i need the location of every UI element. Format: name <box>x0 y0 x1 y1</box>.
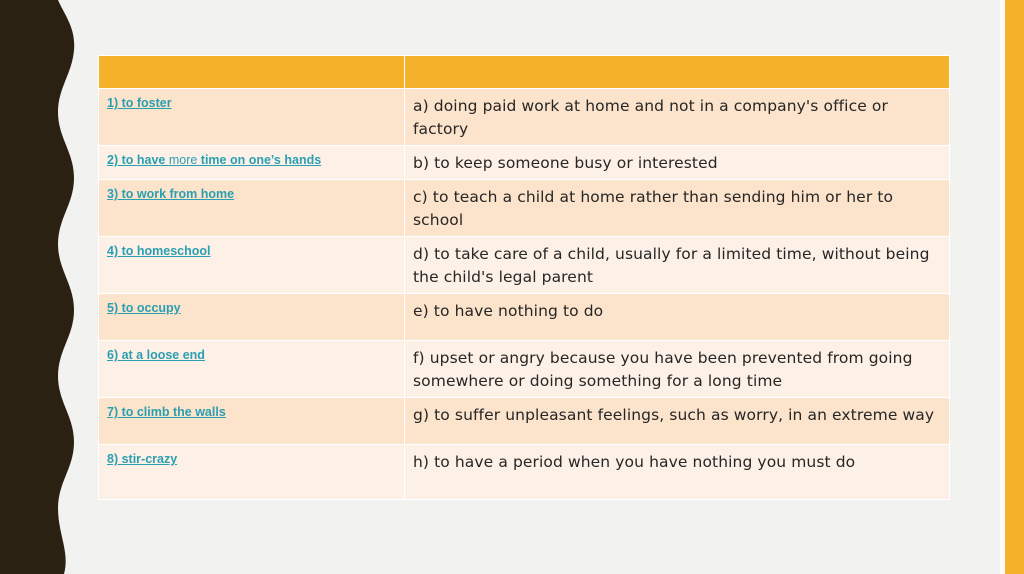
term-link[interactable]: 8) stir-crazy <box>107 452 178 466</box>
table-row <box>99 180 950 237</box>
header-cell-definitions <box>405 56 950 89</box>
table-row <box>99 398 950 445</box>
table-row <box>99 146 950 180</box>
table-row <box>99 341 950 398</box>
table-row <box>99 445 950 500</box>
term-link[interactable]: 1) to foster <box>107 96 172 110</box>
term-link-part: 2) to have <box>107 153 169 167</box>
definition-text: e) to have nothing to do <box>413 302 604 320</box>
definition-text: a) doing paid work at home and not in a company's office or factory <box>413 97 888 138</box>
table-row <box>99 294 950 341</box>
term-link[interactable]: 4) to homeschool <box>107 244 211 258</box>
definition-text: c) to teach a child at home rather than sending him or her to school <box>413 188 894 229</box>
term-link[interactable]: 5) to occupy <box>107 301 181 315</box>
header-cell-terms <box>99 56 405 89</box>
term-link[interactable]: 6) at a loose end <box>107 348 205 362</box>
term-link-part: time on one’s hands <box>197 153 322 167</box>
table-row <box>99 237 950 294</box>
definition-text: g) to suffer unpleasant feelings, such as worry, in an extreme way <box>413 406 935 424</box>
term-link[interactable]: 3) to work from home <box>107 187 235 201</box>
term-link-part: more <box>168 153 198 167</box>
decorative-wave-panel <box>0 0 80 574</box>
vocabulary-matching-table <box>98 55 950 500</box>
table-row <box>99 89 950 146</box>
term-link[interactable] <box>107 153 321 168</box>
definition-text: h) to have a period when you have nothing you must do <box>413 453 856 471</box>
table-header-row <box>99 56 950 89</box>
right-accent-band <box>1005 0 1024 574</box>
term-link[interactable]: 7) to climb the walls <box>107 405 226 419</box>
definition-text: d) to take care of a child, usually for a limited time, without being the child's legal parent <box>413 245 930 286</box>
definition-text: f) upset or angry because you have been prevented from going somewhere or doing something for a long time <box>413 349 913 390</box>
definition-text: b) to keep someone busy or interested <box>413 154 718 172</box>
